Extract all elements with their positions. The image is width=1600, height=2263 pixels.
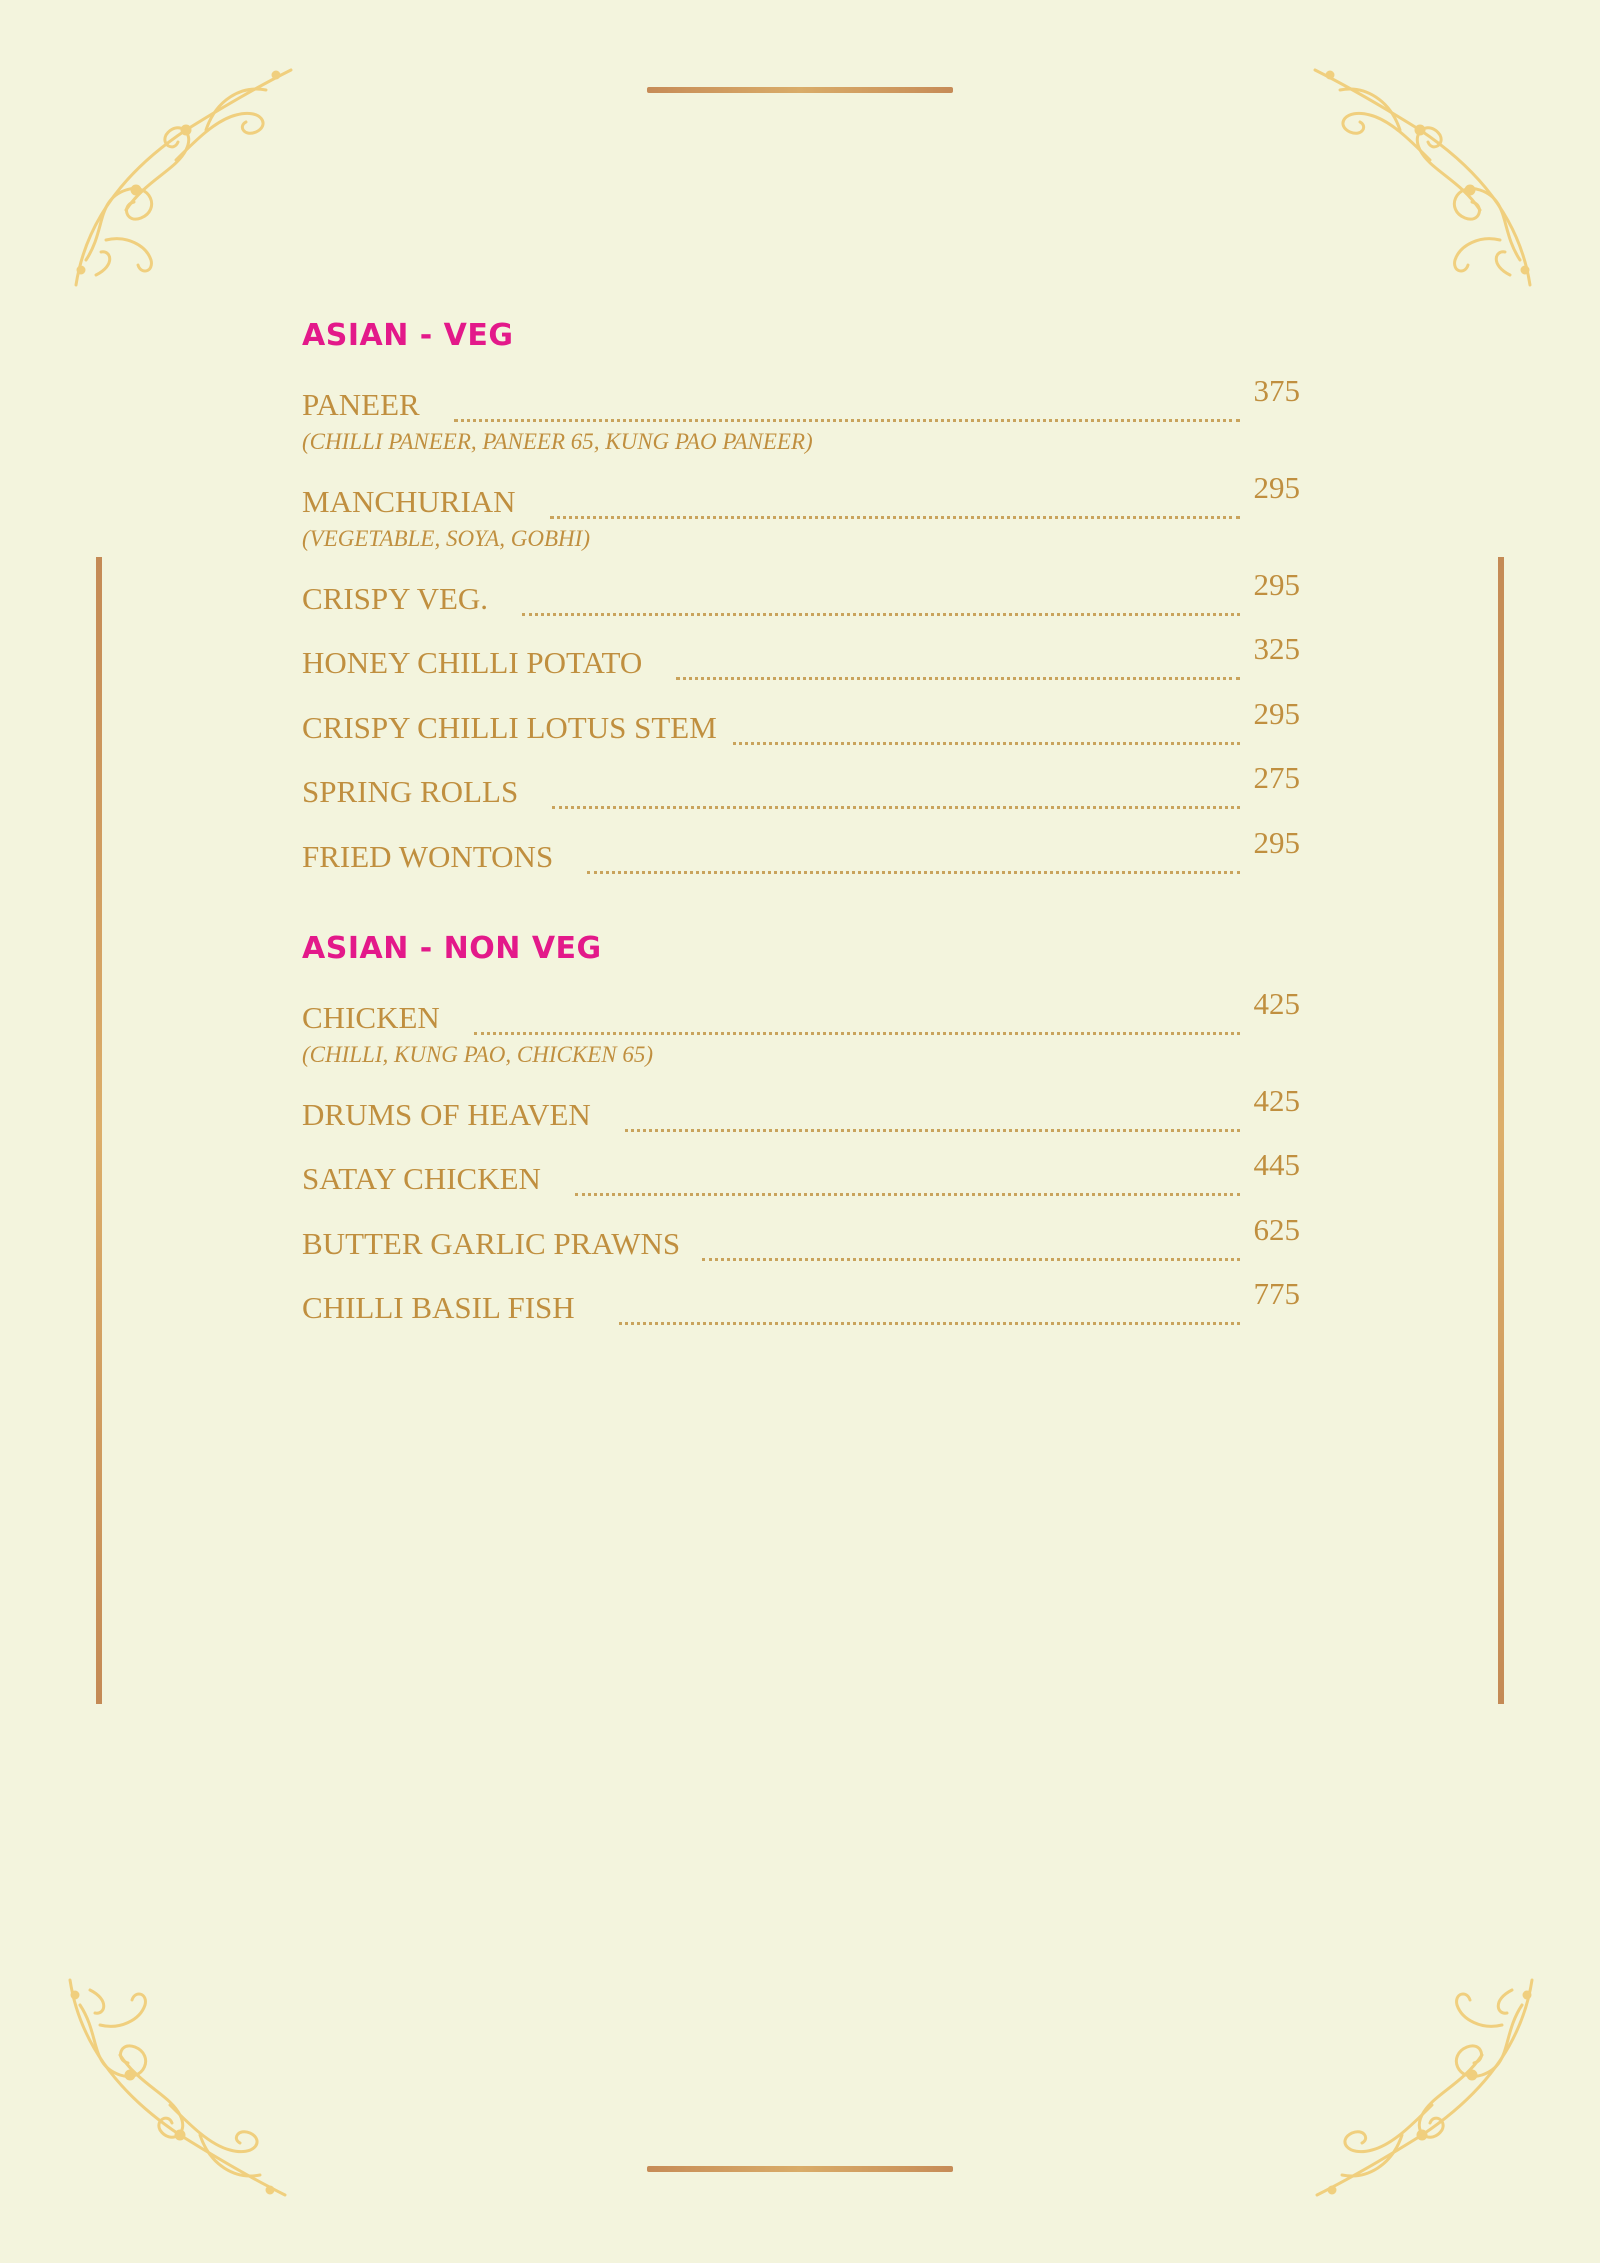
dot-leader — [587, 870, 1239, 874]
menu-item — [302, 631, 1300, 686]
menu-item — [302, 1212, 1300, 1267]
item-name: HONEY CHILLI POTATO — [302, 645, 643, 680]
item-name: CRISPY CHILLI LOTUS STEM — [302, 710, 717, 745]
dot-leader — [676, 676, 1239, 680]
menu-item — [302, 760, 1300, 815]
item-price: 295 — [1253, 696, 1300, 731]
dot-leader — [625, 1128, 1240, 1132]
dot-leader — [454, 418, 1240, 422]
item-description: (VEGETABLE, SOYA, GOBHI) — [302, 526, 590, 551]
item-name: CHILLI BASIL FISH — [302, 1290, 575, 1325]
menu-item — [302, 1147, 1300, 1202]
dot-leader — [575, 1192, 1240, 1196]
dot-leader — [619, 1321, 1240, 1325]
item-price: 445 — [1253, 1147, 1300, 1182]
top-divider — [647, 87, 953, 93]
menu-item — [302, 1083, 1300, 1138]
item-description: (CHILLI, KUNG PAO, CHICKEN 65) — [302, 1042, 653, 1067]
item-name: SATAY CHICKEN — [302, 1161, 541, 1196]
corner-ornament-top-right-icon — [1310, 60, 1540, 290]
menu-item — [302, 373, 1300, 456]
left-border-line — [96, 557, 102, 1704]
dot-leader — [733, 741, 1240, 745]
corner-ornament-bottom-right-icon — [1312, 1975, 1542, 2205]
item-name: PANEER — [302, 387, 420, 422]
item-price: 625 — [1253, 1212, 1300, 1247]
item-price: 425 — [1253, 1083, 1300, 1118]
item-description: (CHILLI PANEER, PANEER 65, KUNG PAO PANEER) — [302, 429, 813, 454]
bottom-divider — [647, 2166, 953, 2172]
item-name: BUTTER GARLIC PRAWNS — [302, 1226, 681, 1261]
item-price: 295 — [1253, 470, 1300, 505]
section-asian-veg — [302, 314, 1300, 874]
section-asian-non-veg — [302, 927, 1300, 1325]
menu-item — [302, 470, 1300, 553]
corner-ornament-bottom-left-icon — [60, 1975, 290, 2205]
item-name: SPRING ROLLS — [302, 774, 519, 809]
item-price: 775 — [1253, 1276, 1300, 1311]
menu-item — [302, 1276, 1300, 1331]
item-price: 375 — [1253, 373, 1300, 408]
menu-item — [302, 696, 1300, 751]
item-price: 325 — [1253, 631, 1300, 666]
menu-item — [302, 825, 1300, 880]
dot-leader — [702, 1257, 1239, 1261]
corner-ornament-top-left-icon — [66, 60, 296, 290]
right-border-line — [1498, 557, 1504, 1704]
item-price: 295 — [1253, 825, 1300, 860]
dot-leader — [474, 1031, 1240, 1035]
item-price: 425 — [1253, 986, 1300, 1021]
item-name: CRISPY VEG. — [302, 581, 489, 616]
item-name: MANCHURIAN — [302, 484, 516, 519]
dot-leader — [522, 612, 1239, 616]
item-name: FRIED WONTONS — [302, 839, 554, 874]
dot-leader — [552, 805, 1239, 809]
menu-item — [302, 986, 1300, 1069]
item-name: CHICKEN — [302, 1000, 440, 1035]
dot-leader — [550, 515, 1240, 519]
section-title: ASIAN - VEG — [302, 318, 514, 353]
item-price: 295 — [1253, 567, 1300, 602]
menu-item — [302, 567, 1300, 622]
section-title: ASIAN - NON VEG — [302, 931, 602, 966]
item-price: 275 — [1253, 760, 1300, 795]
item-name: DRUMS OF HEAVEN — [302, 1097, 591, 1132]
